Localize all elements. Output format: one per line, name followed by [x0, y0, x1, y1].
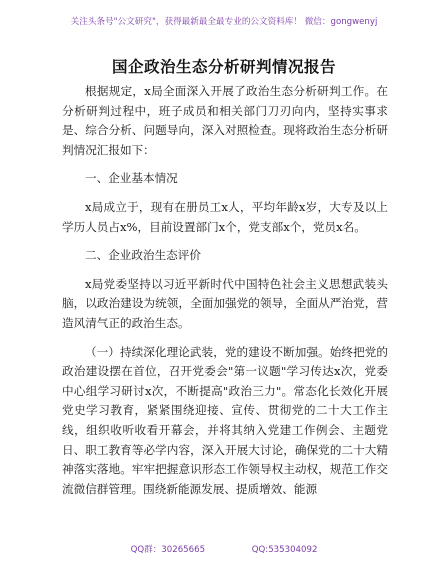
intro-paragraph: 根据规定，x局全面深入开展了政治生态分析研判工作。在分析研判过程中，班子成员和相关部门刀刃向内，坚持实事求是、综合分析、问题导向，深入对照检查。现将政治生态分析研判情况汇报如下： [62, 84, 388, 157]
section2-item1-paragraph: （一）持续深化理论武装，党的建设不断加强。始终把党的政治建设摆在首位，召开党委会"第一议题"学习传达x次，党委中心组学习研讨x次，不断提高"政治三力"。常态化长效化开展党史学习教育，紧紧围绕迎接、宣传、贯彻党的二十大工作主线，组织收听收看开幕会，并将其纳入党建工作例会、主题党日、职工教育等必学内容，深入开展大讨论，确保党的二十大精神落实落地。牢牢把握意识形态工作领导权主动权，规范工作交流微信群管理。围绕新能源发展、提质增效、能源 [62, 344, 388, 496]
section1-paragraph: x局成立于，现有在册员工x人，平均年龄x岁，大专及以上学历人员占x%，目前设置部门x个，党支部x个，党员x名。 [62, 199, 388, 234]
section2-heading: 二、企业政治生态评价 [85, 248, 201, 263]
header-note: 关注头条号"公文研究"，获得最新最全最专业的公文资料库！ 微信：gongwenyj [70, 17, 378, 27]
document-body [62, 82, 388, 499]
footer-qq-group: QQ群：30265665 [130, 545, 206, 555]
document-title: 国企政治生态分析研判情况报告 [111, 57, 336, 76]
section1-heading: 一、企业基本情况 [85, 171, 178, 186]
footer [0, 543, 448, 555]
section2-intro-paragraph: x局党委坚持以习近平新时代中国特色社会主义思想武装头脑，以政治建设为统领，全面加强党的领导，全面从严治党，营造风清气正的政治生态。 [62, 276, 388, 330]
footer-qq: QQ:535304092 [251, 545, 318, 555]
